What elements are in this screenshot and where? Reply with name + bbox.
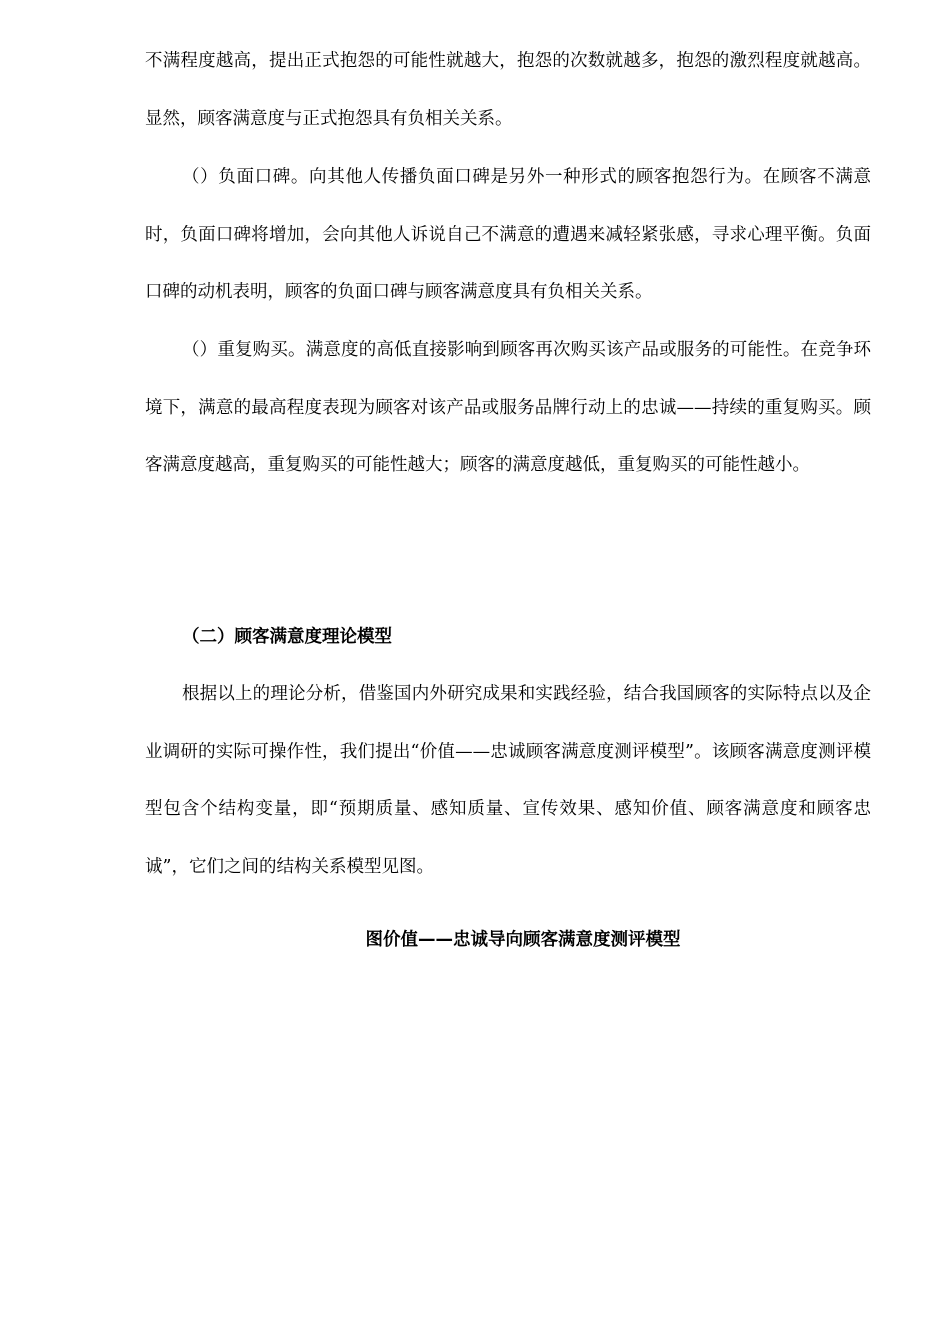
paragraph-model-description: 根据以上的理论分析，借鉴国内外研究成果和实践经验，结合我国顾客的实际特点以及企业调研的实际可操作性，我们提出“价值——忠诚顾客满意度测评模型”。该顾客满意度测评模型包含个结构变量，即“预期质量、感知质量、宣传效果、感知价值、顾客满意度和顾客忠诚”，它们之间的结构关系模型见图。: [145, 684, 871, 877]
paragraph-repeat-purchase: （）重复购买。满意度的高低直接影响到顾客再次购买该产品或服务的可能性。在竞争环境下，满意的最高程度表现为顾客对该产品或服务品牌行动上的忠诚——持续的重复购买。顾客满意度越高，重复购买的可能性越大；顾客的满意度越低，重复购买的可能性越小。: [145, 340, 871, 475]
section-heading: （二）顾客满意度理论模型: [182, 627, 392, 647]
paragraph-negative-word-of-mouth: （）负面口碑。向其他人传播负面口碑是另外一种形式的顾客抱怨行为。在顾客不满意时，负面口碑将增加，会向其他人诉说自己不满意的遭遇来减轻紧张感，寻求心理平衡。负面口碑的动机表明，顾客的负面口碑与顾客满意度具有负相关关系。: [145, 167, 871, 302]
paragraph-complaint-continued: 不满程度越高，提出正式抱怨的可能性就越大，抱怨的次数就越多，抱怨的激烈程度就越高。显然，顾客满意度与正式抱怨具有负相关关系。: [145, 51, 871, 129]
figure-caption: 图价值——忠诚导向顾客满意度测评模型: [365, 930, 681, 950]
